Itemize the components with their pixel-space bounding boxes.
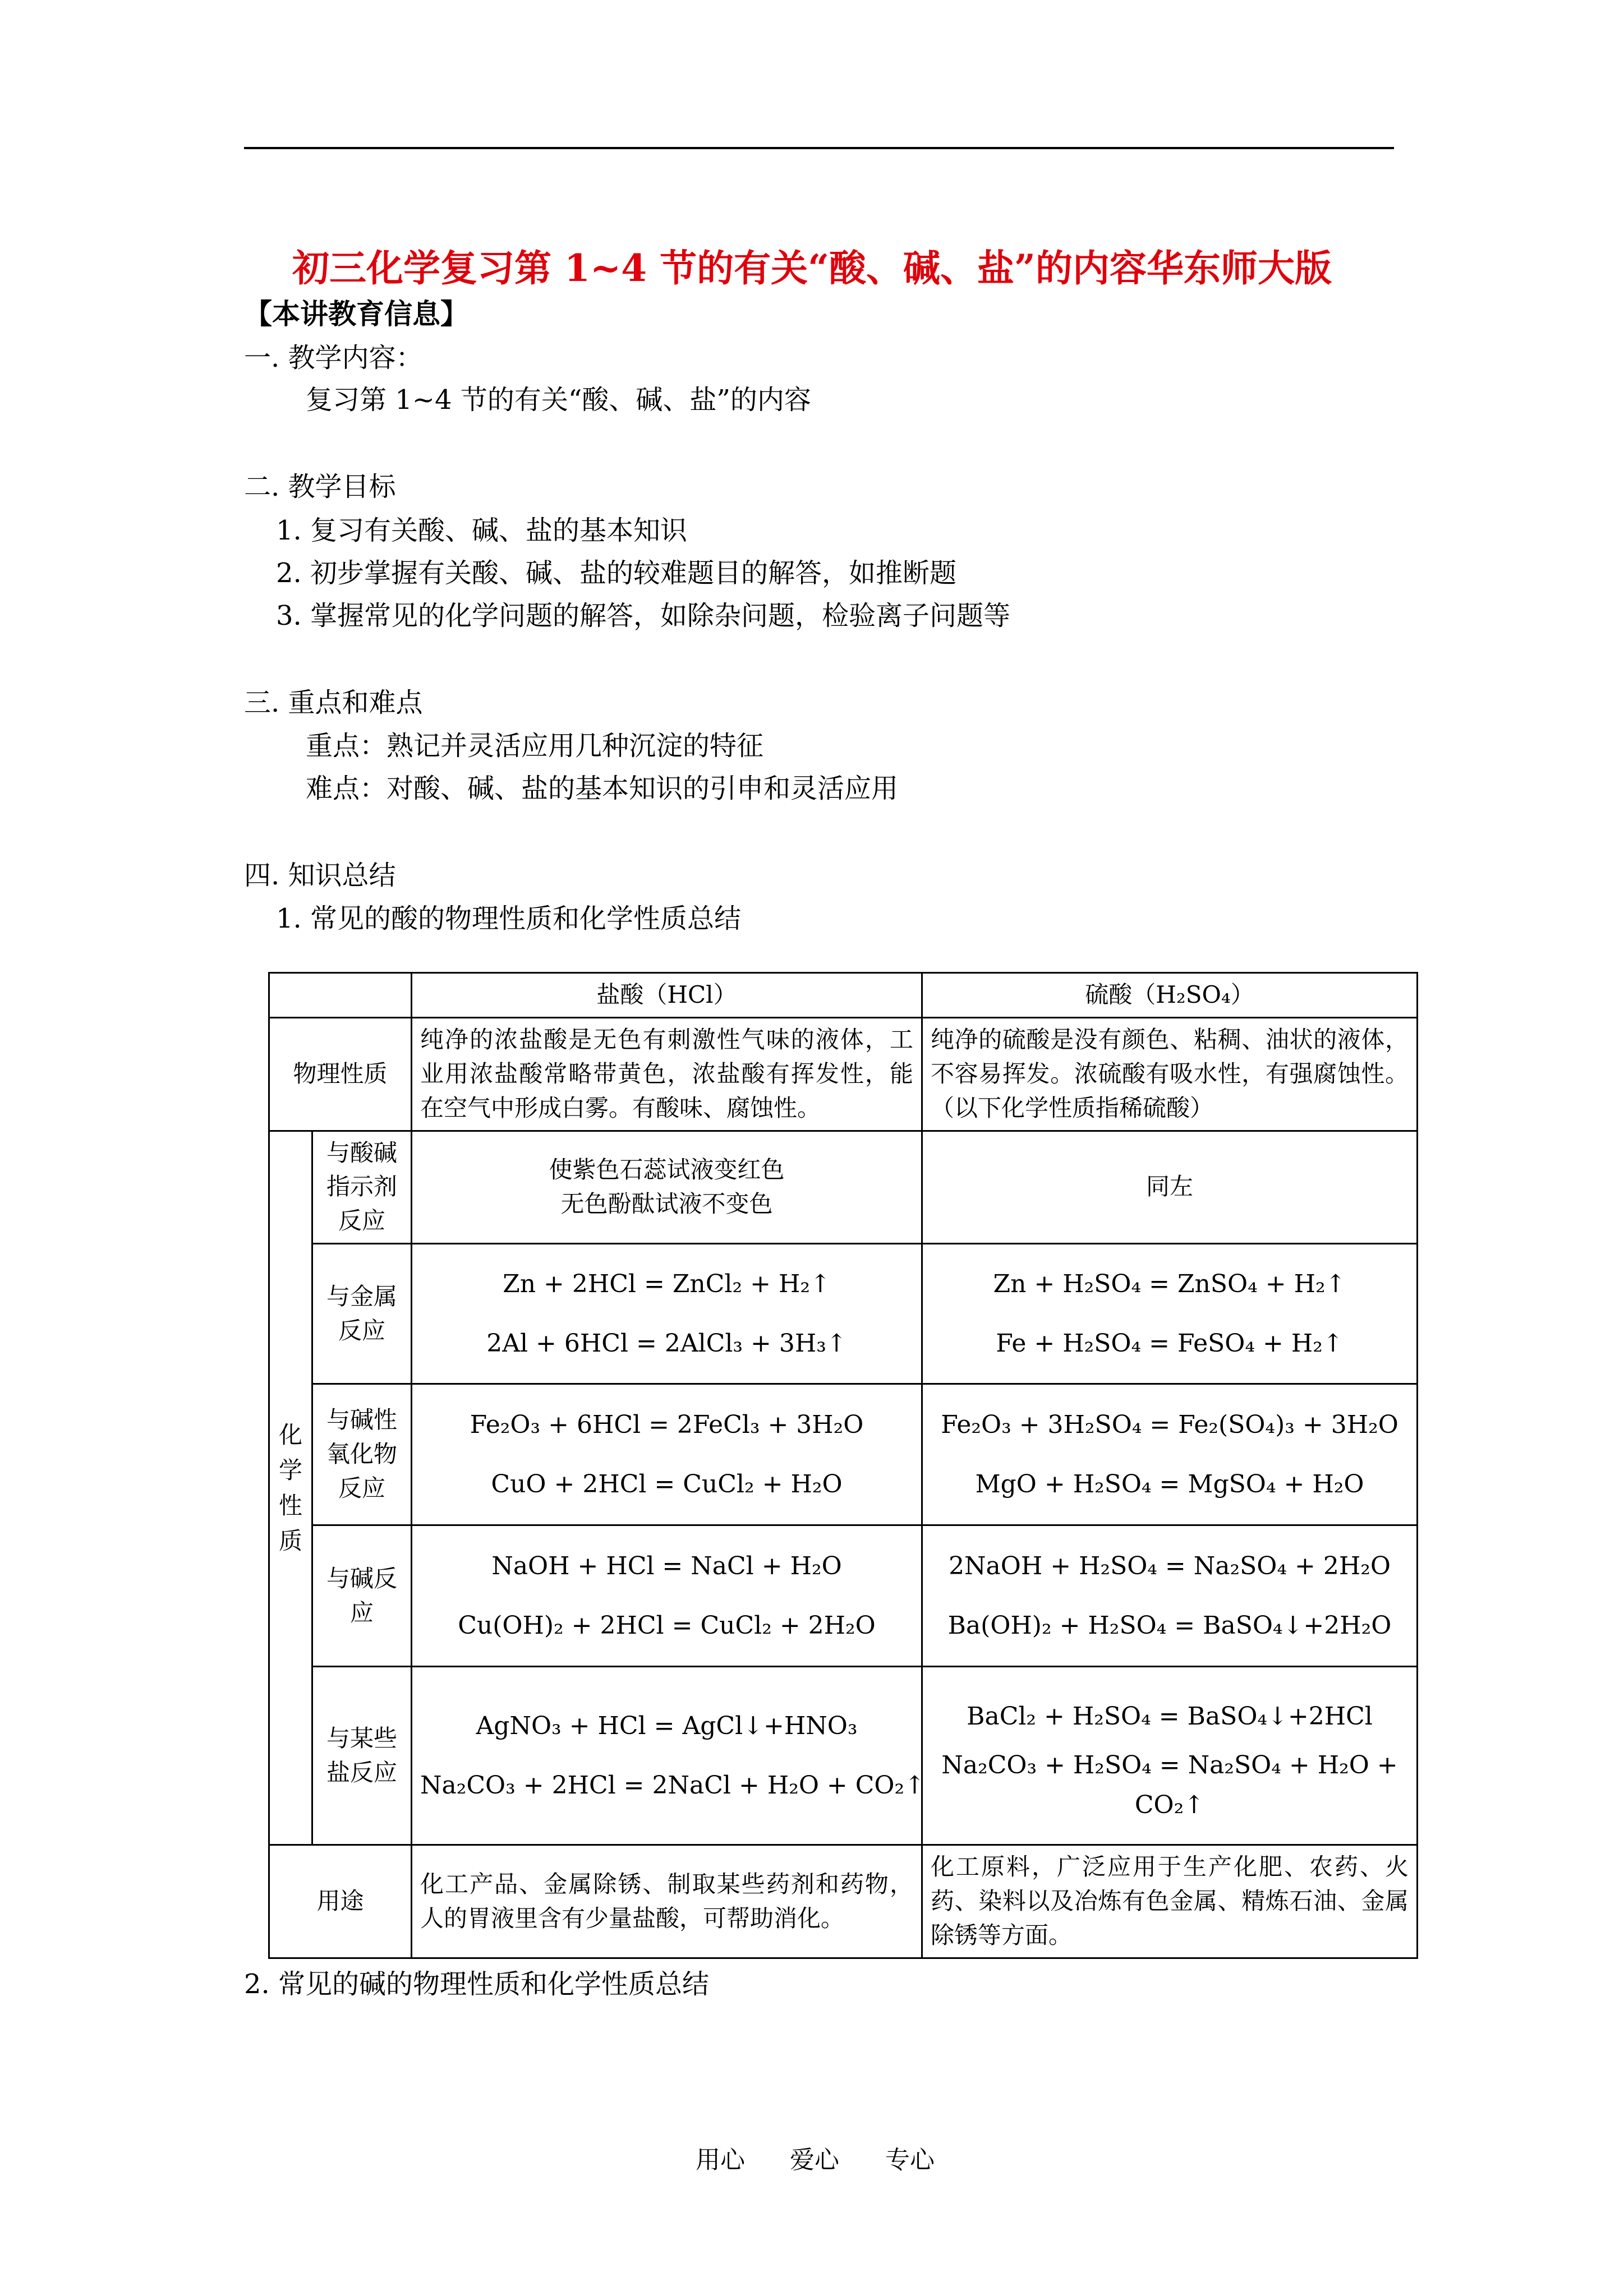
oxide-hcl (412, 1384, 922, 1525)
salt-hcl-eq-1: AgNO₃ + HCl = AgCl↓+HNO₃ (476, 1712, 858, 1741)
salt-h2so4-eq-1: BaCl₂ + H₂SO₄ = BaSO₄↓+2HCl (967, 1702, 1373, 1731)
section-header: 【本讲教育信息】 (244, 297, 468, 330)
s2-item-3: 3. 掌握常见的化学问题的解答，如除杂问题，检验离子问题等 (276, 600, 1011, 631)
row-physical (269, 1017, 1418, 1131)
indicator-hcl-line-2: 无色酚酞试液不变色 (560, 1190, 773, 1218)
header-hcl: 盐酸（HCl） (412, 973, 922, 1018)
row-use (269, 1845, 1418, 1958)
salt-h2so4-eq-2: Na₂CO₃ + H₂SO₄ = Na₂SO₄ + H₂O + CO₂↑ (941, 1751, 1398, 1819)
s4-item-2: 2. 常见的碱的物理性质和化学性质总结 (244, 1968, 710, 2000)
use-hcl: 化工产品、金属除锈、制取某些药剂和药物，人的胃液里含有少量盐酸，可帮助消化。 (412, 1845, 922, 1958)
indicator-h2so4: 同左 (922, 1131, 1418, 1244)
salt-h2so4 (922, 1667, 1418, 1845)
s3-key: 重点：熟记并灵活应用几种沉淀的特征 (306, 730, 764, 762)
s3-heading: 三. 重点和难点 (244, 687, 423, 718)
chem-label-cell (269, 1131, 312, 1845)
metal-hcl-eq-1: Zn + 2HCl = ZnCl₂ + H₂↑ (503, 1270, 831, 1299)
header-blank-cell (269, 973, 412, 1018)
base-h2so4-eq-2: Ba(OH)₂ + H₂SO₄ = BaSO₄↓+2H₂O (947, 1611, 1392, 1640)
base-label: 与碱反应 (312, 1525, 412, 1667)
use-label: 用途 (269, 1845, 412, 1958)
chem-properties-label: 化学性质 (279, 1421, 303, 1555)
footer-text-2: 爱心 (790, 2146, 839, 2174)
footer-text-3: 专心 (885, 2146, 935, 2174)
document-title: 初三化学复习第 1~4 节的有关“酸、碱、盐”的内容华东师大版 (292, 246, 1332, 290)
physical-h2so4: 纯净的硫酸是没有颜色、粘稠、油状的液体，不容易挥发。浓硫酸有吸水性，有强腐蚀性。（以下化学性质指稀硫酸） (922, 1017, 1418, 1131)
oxide-h2so4-eq-2: MgO + H₂SO₄ = MgSO₄ + H₂O (975, 1469, 1364, 1499)
footer-text-1: 用心 (696, 2146, 745, 2174)
s4-heading: 四. 知识总结 (244, 860, 396, 891)
metal-hcl-eq-2: 2Al + 6HCl = 2AlCl₃ + 3H₃↑ (486, 1329, 847, 1358)
oxide-h2so4-eq-1: Fe₂O₃ + 3H₂SO₄ = Fe₂(SO₄)₃ + 3H₂O (941, 1410, 1398, 1440)
metal-label: 与金属反应 (312, 1244, 412, 1384)
indicator-hcl-line-1: 使紫色石蕊试液变红色 (549, 1156, 785, 1183)
s2-heading: 二. 教学目标 (244, 471, 396, 502)
indicator-label: 与酸碱指示剂反应 (312, 1131, 412, 1244)
table-header-row (269, 973, 1418, 1018)
base-hcl (412, 1525, 922, 1667)
metal-h2so4 (922, 1244, 1418, 1384)
row-physical-label: 物理性质 (269, 1017, 412, 1131)
row-indicator (269, 1131, 1418, 1244)
header-h2so4: 硫酸（H₂SO₄） (922, 973, 1418, 1018)
row-base (269, 1525, 1418, 1667)
indicator-hcl (412, 1131, 922, 1244)
oxide-label: 与碱性氧化物反应 (312, 1384, 412, 1525)
use-h2so4: 化工原料，广泛应用于生产化肥、农药、火药、染料以及冶炼有色金属、精炼石油、金属除锈等方面。 (922, 1845, 1418, 1958)
metal-h2so4-eq-1: Zn + H₂SO₄ = ZnSO₄ + H₂↑ (993, 1270, 1346, 1299)
acid-properties-table (268, 972, 1418, 1959)
metal-hcl (412, 1244, 922, 1384)
base-hcl-eq-1: NaOH + HCl = NaCl + H₂O (491, 1552, 842, 1581)
oxide-hcl-eq-2: CuO + 2HCl = CuCl₂ + H₂O (491, 1469, 843, 1499)
header-rule (244, 147, 1394, 149)
base-hcl-eq-2: Cu(OH)₂ + 2HCl = CuCl₂ + 2H₂O (458, 1611, 876, 1640)
s4-item-1: 1. 常见的酸的物理性质和化学性质总结 (276, 903, 742, 934)
salt-label: 与某些盐反应 (312, 1667, 412, 1845)
base-h2so4-eq-1: 2NaOH + H₂SO₄ = Na₂SO₄ + 2H₂O (949, 1552, 1391, 1581)
row-metal (269, 1244, 1418, 1384)
salt-hcl (412, 1667, 926, 1845)
salt-hcl-eq-2: Na₂CO₃ + 2HCl = 2NaCl + H₂O + CO₂↑ (420, 1771, 926, 1800)
s3-difficult: 难点：对酸、碱、盐的基本知识的引申和灵活应用 (306, 773, 899, 804)
metal-h2so4-eq-2: Fe + H₂SO₄ = FeSO₄ + H₂↑ (996, 1329, 1344, 1358)
s2-item-1: 1. 复习有关酸、碱、盐的基本知识 (276, 515, 688, 546)
s1-text: 复习第 1~4 节的有关“酸、碱、盐”的内容 (306, 384, 811, 416)
s1-heading: 一. 教学内容： (244, 342, 423, 374)
base-h2so4 (922, 1525, 1418, 1667)
s2-item-2: 2. 初步掌握有关酸、碱、盐的较难题目的解答，如推断题 (276, 557, 957, 589)
oxide-hcl-eq-1: Fe₂O₃ + 6HCl = 2FeCl₃ + 3H₂O (470, 1410, 864, 1440)
physical-hcl: 纯净的浓盐酸是无色有刺激性气味的液体，工业用浓盐酸常略带黄色，浓盐酸有挥发性，能在空气中形成白雾。有酸味、腐蚀性。 (412, 1017, 922, 1131)
row-salt (269, 1667, 1418, 1845)
oxide-h2so4 (922, 1384, 1418, 1525)
row-oxide (269, 1384, 1418, 1525)
